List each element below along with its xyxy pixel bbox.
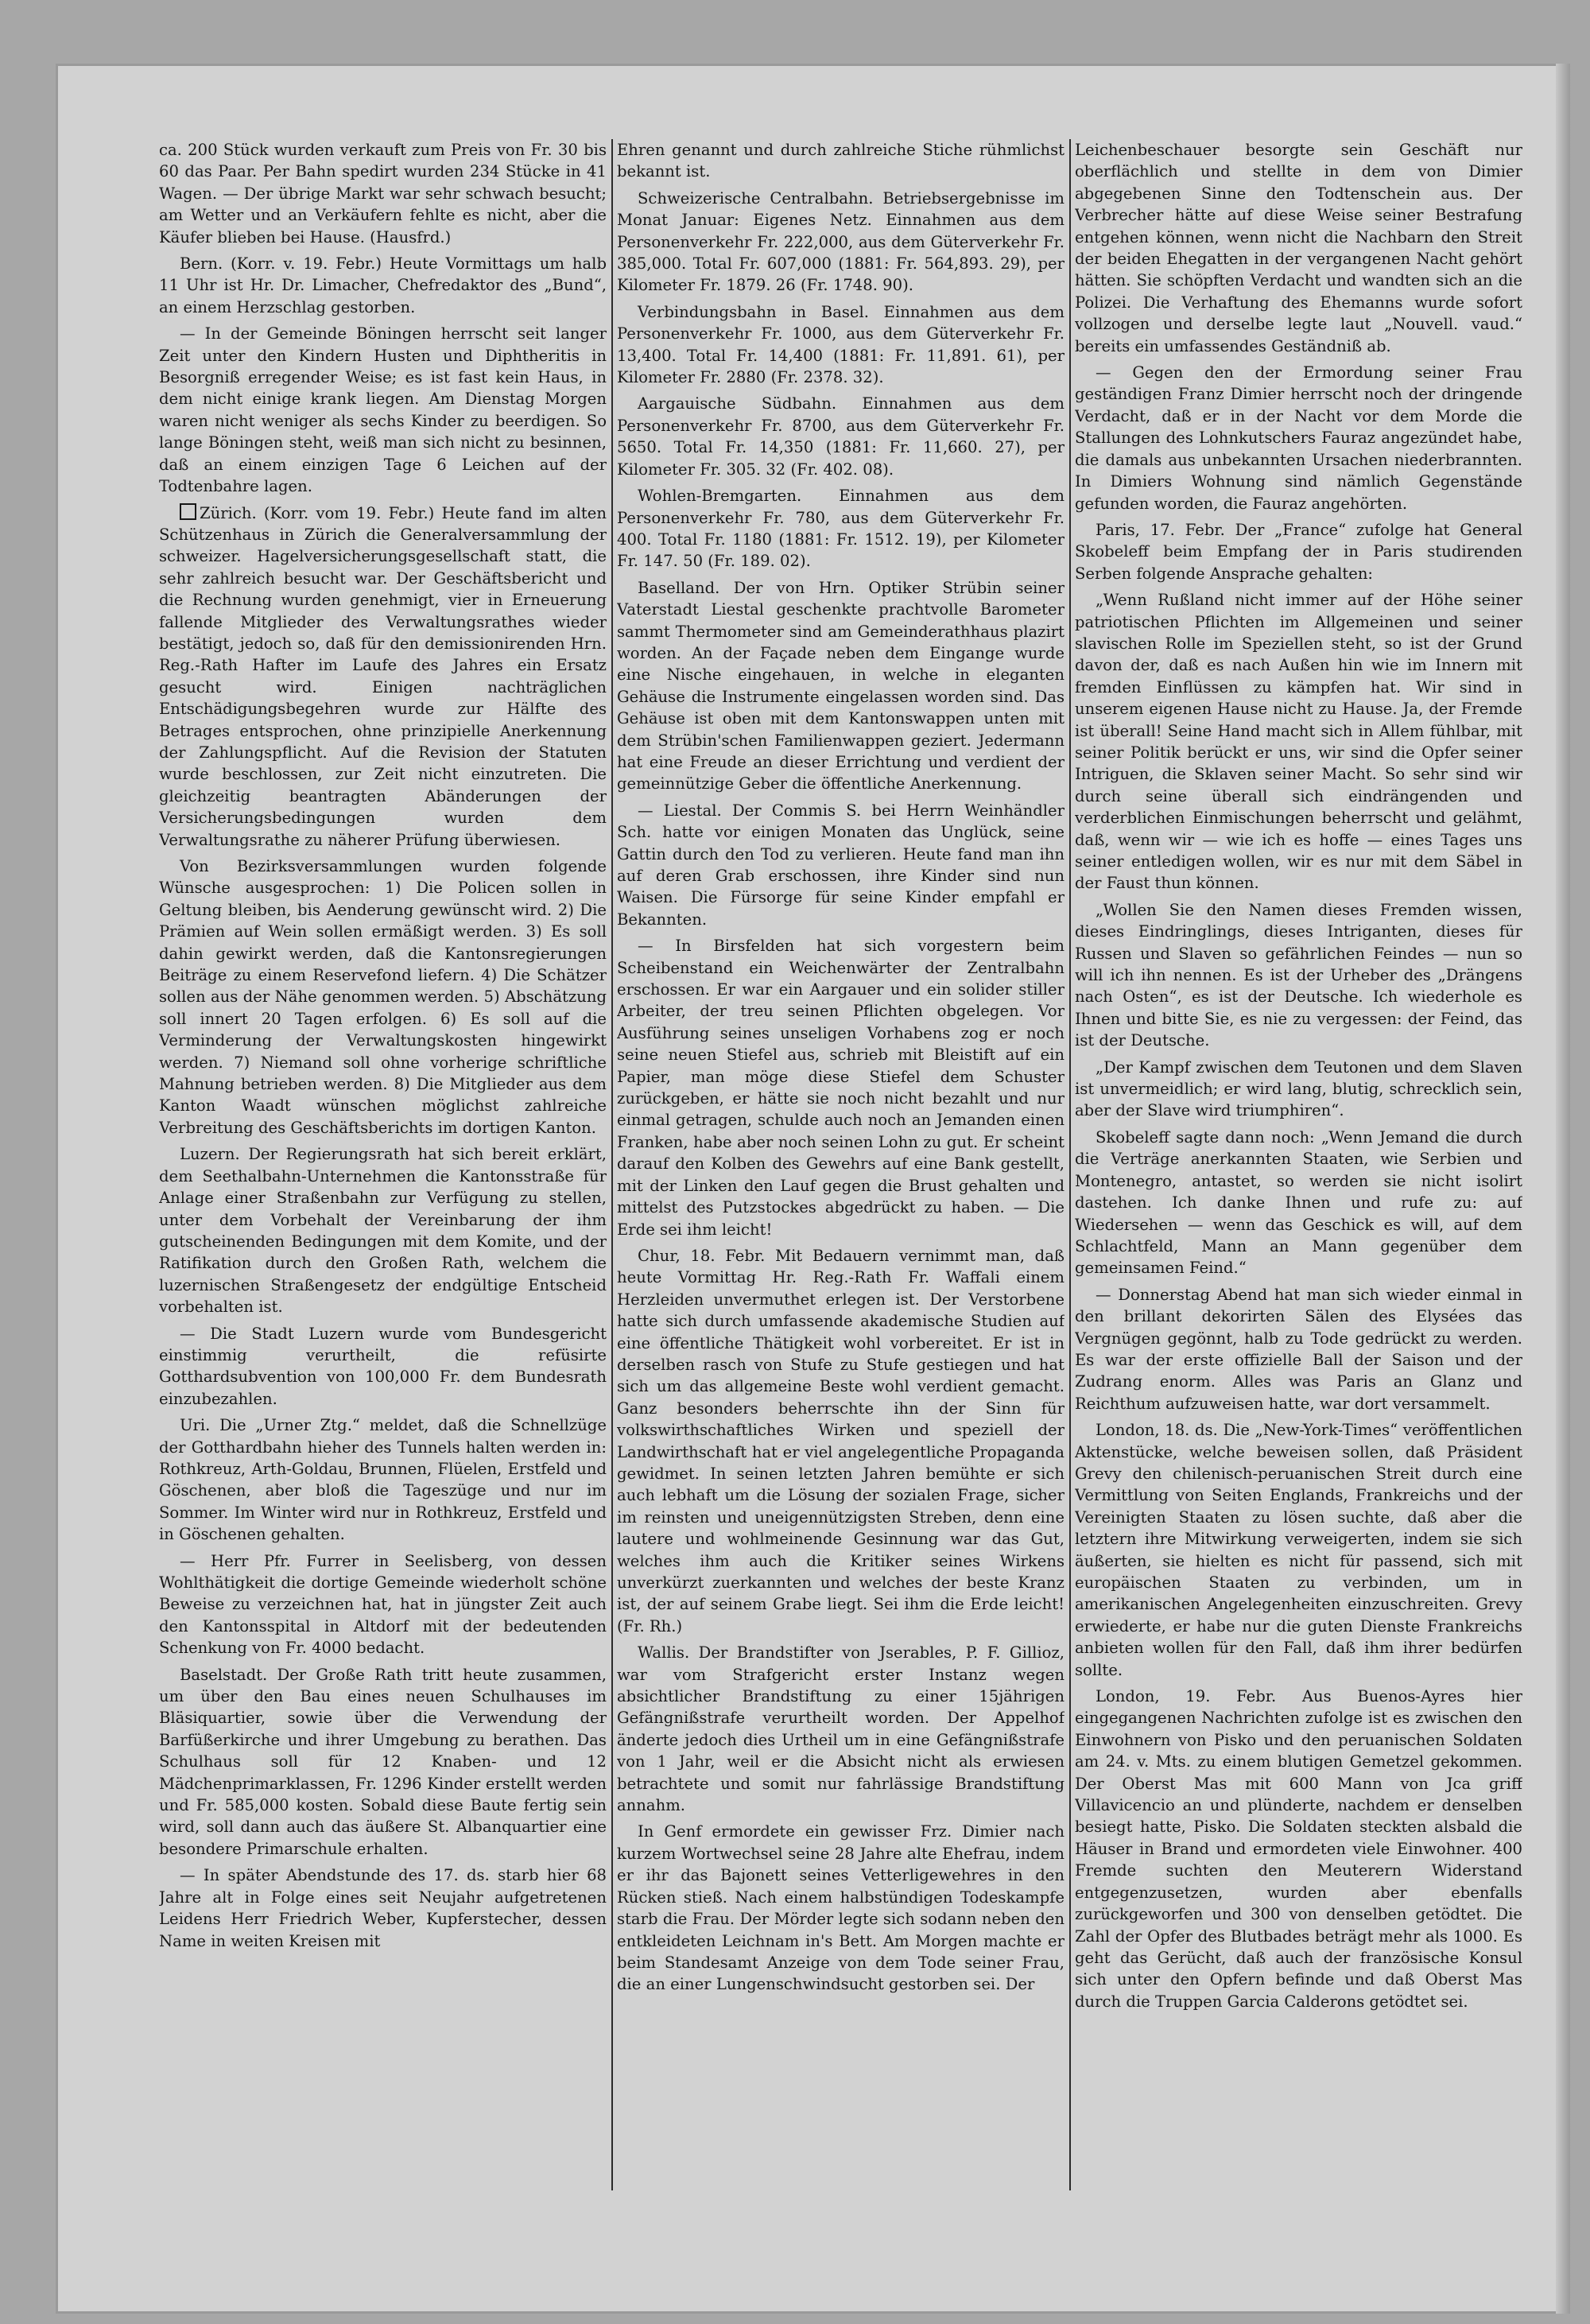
article-paragraph xyxy=(1075,139,1522,357)
paragraph-text: „Der Kampf zwischen dem Teutonen und dem Slaven ist unvermeidlich; er wird lang, blutig, schrecklich sein, aber der Slave wird triumphiren“. xyxy=(1075,1057,1522,1120)
paragraph-text: — Donnerstag Abend hat man sich wieder einmal in den brillant dekorirten Sälen des Elysées das Vergnügen gegönnt, halb zu Tode gedrückt zu werden. Es war der erste offizielle Ball der Saison und der Zudrang enorm. Alles was Paris an Glanz und Reichthum aufzuweisen hatte, war dort versammelt. xyxy=(1075,1285,1522,1413)
article-paragraph xyxy=(1075,1686,1522,2012)
paragraph-text: Uri. Die „Urner Ztg.“ meldet, daß die Schnellzüge der Gotthardbahn hieher des Tunnels halten werden in: Rothkreuz, Arth-Goldau, Brunnen, Flüelen, Erstfeld und Göschenen, aber bloß die Tageszüge und nur im Sommer. Im Winter wird nur in Rothkreuz, Erstfeld und in Göschenen gehalten. xyxy=(159,1416,607,1544)
article-paragraph xyxy=(1075,1419,1522,1681)
column-1 xyxy=(159,139,607,2190)
article-paragraph xyxy=(159,323,607,497)
paragraph-text: Ehren genannt und durch zahlreiche Stiche rühmlichst bekannt ist. xyxy=(617,141,1065,181)
paragraph-text: Chur, 18. Febr. Mit Bedauern vernimmt man, daß heute Vormittag Hr. Reg.-Rath Fr. Waffali einem Herzleiden unvermuthet erlegen ist. Der Verstorbene hatte sich durch umfassende akademische Studien auf eine öffentliche Thätigkeit wohl vorbereitet. Er ist in derselben rasch von Stufe zu Stufe gestiegen und hat sich um das allgemeine Beste wohl verdient gemacht. Ganz besonders beherrschte ihn der Sinn für volkswirthschaftliches Wirken und speziell der Landwirthschaft hat er viel angelegentliche Propaganda gewidmet. In seinen letzten Jahren bemühte er sich auch lebhaft um die Lösung der sozialen Frage, sicher im reinsten und uneigennützigsten Streben, denn eine lautere und wohlmeinende Gesinnung war das Gut, welches ihm auch die Kritiker seines Wirkens unverkürzt zuerkannten und welches der beste Kranz ist, der auf seinem Grabe liegt. Sei ihm die Erde leicht! (Fr. Rh.) xyxy=(617,1246,1065,1635)
article-paragraph xyxy=(617,1245,1065,1637)
paragraph-text: — In später Abendstunde des 17. ds. starb hier 68 Jahre alt in Folge eines seit Neujahr aufgetretenen Leidens Herr Friedrich Weber, Kupferstecher, dessen Name in weiten Kreisen mit xyxy=(159,1866,607,1950)
paragraph-text: — In der Gemeinde Böningen herrscht seit langer Zeit unter den Kindern Husten und Diphtheritis in Besorgniß erregender Weise; es ist fast kein Haus, in dem nicht einige krank liegen. Am Dienstag Morgen waren nicht weniger als sechs Kinder zu beerdigen. So lange Böningen steht, weiß man sich nicht zu besinnen, daß an einem einzigen Tage 6 Leichen auf der Todtenbahre lagen. xyxy=(159,324,607,496)
column-2 xyxy=(617,139,1065,2190)
paragraph-text: Aargauische Südbahn. Einnahmen aus dem Personenverkehr Fr. 8700, aus dem Güterverkehr Fr. 5650. Total Fr. 14,350 (1881: Fr. 11,660. 27), per Kilometer Fr. 305. 32 (Fr. 402. 08). xyxy=(617,394,1065,479)
column-3 xyxy=(1075,139,1522,2190)
article-paragraph xyxy=(1075,362,1522,514)
article-paragraph xyxy=(617,301,1065,389)
paragraph-text: Baselstadt. Der Große Rath tritt heute zusammen, um über den Bau eines neuen Schulhauses im Bläsiquartier, sowie über die Verwendung der Barfüßerkirche und ihrer Umgebung zu berathen. Das Schulhaus soll für 12 Knaben- und 12 Mädchenprimarklassen, Fr. 1296 Kinder erstellt werden und Fr. 585,000 kosten. Sobald diese Baute fertig sein wird, soll dann auch das äußere St. Albanquartier eine besondere Primarschule erhalten. xyxy=(159,1665,607,1858)
paragraph-text: Paris, 17. Febr. Der „France“ zufolge hat General Skobeleff beim Empfang der in Paris studirenden Serben folgende Ansprache gehalten: xyxy=(1075,520,1522,583)
paragraph-text: Wohlen-Bremgarten. Einnahmen aus dem Personenverkehr Fr. 780, aus dem Güterverkehr Fr. 400. Total Fr. 1180 (1881: Fr. 1512. 19), per Kilometer Fr. 147. 50 (Fr. 189. 02). xyxy=(617,487,1065,571)
paragraph-text: Luzern. Der Regierungsrath hat sich bereit erklärt, dem Seethalbahn-Unternehmen die Kantonsstraße für Anlage einer Straßenbahn zur Verfügung zu stellen, unter dem Vorbehalt der Vereinbarung der ihm gutscheinenden Bedingungen mit dem Komite, und der Ratifikation durch den Großen Rath, welchem die luzernischen Straßengesetz der endgültige Entscheid vorbehalten ist. xyxy=(159,1145,607,1317)
paragraph-text: — Herr Pfr. Furrer in Seelisberg, von dessen Wohlthätigkeit die dortige Gemeinde wiederholt schöne Beweise zu verzeichnen hat, hat in jüngster Zeit auch den Kantonsspital in Altdorf mit der bedeutenden Schenkung von Fr. 4000 bedacht. xyxy=(159,1551,607,1658)
paragraph-text: ca. 200 Stück wurden verkauft zum Preis von Fr. 30 bis 60 das Paar. Per Bahn spedirt wurden 234 Stücke in 41 Wagen. — Der übrige Markt war sehr schwach besucht; am Wetter und an Verkäufern fehlte es nicht, aber die Käufer blieben bei Hause. (Hausfrd.) xyxy=(159,141,607,246)
article-paragraph xyxy=(159,139,607,248)
article-paragraph xyxy=(1075,589,1522,894)
article-paragraph xyxy=(159,1664,607,1860)
paragraph-text: Leichenbeschauer besorgte sein Geschäft nur oberflächlich und stellte in dem von Dimier abgegebenen Sinne den Todtenschein aus. Der Verbrecher hätte auf diese Weise seiner Bestrafung entgehen können, wenn nicht die Nachbarn den Streit der beiden Ehegatten in der vergangenen Nacht gehört hätten. Sie schöpften Verdacht und wandten sich an die Polizei. Die Verhaftung des Ehemanns wurde sofort vollzogen und derselbe legte laut „Nouvell. vaud.“ bereits ein umfassendes Geständniß ab. xyxy=(1075,141,1522,355)
column-rule-1 xyxy=(611,139,613,2190)
article-paragraph xyxy=(617,800,1065,930)
article-paragraph xyxy=(617,1821,1065,1995)
article-paragraph xyxy=(159,1323,607,1410)
article-paragraph xyxy=(159,502,607,852)
paragraph-text: Zürich. (Korr. vom 19. Febr.) Heute fand im alten Schützenhaus in Zürich die Generalversammlung der schweizer. Hagelversicherungsgesellschaft statt, die sehr zahlreich besucht war. Der Geschäftsbericht und die Rechnung wurden genehmigt, vier in Erneuerung fallende Mitglieder des Verwaltungsrathes wieder bestätigt, jedoch so, daß für den demissionirenden Hrn. Reg.-Rath Hafter im Laufe des Jahres ein Ersatz gesucht wird. Einigen nachträglichen Entschädigungsbegehren wurde zur Hälfte des Betrages entsprochen, ohne prinzipielle Anerkennung der Zahlungspflicht. Auf die Revision der Statuten wurde beschlossen, zur Zeit nicht einzutreten. Die gleichzeitig beantragten Abänderungen der Versicherungsbedingungen wurden dem Verwaltungsrathe zu näherer Prüfung überwiesen. xyxy=(159,503,607,849)
paragraph-text: „Wollen Sie den Namen dieses Fremden wissen, dieses Eindringlings, dieses Intriganten, dieses für Russen und Slaven so gefährlichen Feindes — nun so will ich ihn nennen. Es ist der Urheber des „Drängens nach Osten“, es ist der Deutsche. Ich wiederhole es Ihnen und bitte Sie, es nie zu vergessen: der Feind, das ist der Deutsche. xyxy=(1075,900,1522,1050)
paragraph-text: — Die Stadt Luzern wurde vom Bundesgericht einstimmig verurtheilt, die refüsirte Gotthardsubvention von 100,000 Fr. dem Bundesrath einzubezahlen. xyxy=(159,1324,607,1408)
article-paragraph xyxy=(159,855,607,1139)
article-paragraph xyxy=(617,393,1065,480)
paragraph-text: — Gegen den der Ermordung seiner Frau geständigen Franz Dimier herrscht noch der dringende Verdacht, daß er in der Nacht vor dem Morde die Stallungen des Lohnkutschers Fauraz angezündet habe, die damals aus unbekannten Ursachen niederbrannten. In Dimiers Wohnung sind nämlich Gegenstände gefunden worden, die Fauraz angehörten. xyxy=(1075,363,1522,513)
paragraph-text: In Genf ermordete ein gewisser Frz. Dimier nach kurzem Wortwechsel seine 28 Jahre alte Ehefrau, indem er ihr das Bajonett seines Vetterligewehres in den Rücken stieß. Nach einem halbstündigen Todeskampfe starb die Frau. Der Mörder legte sich sodann neben den entkleideten Leichnam in's Bett. Am Morgen machte er beim Standesamt Anzeige von dem Tode seiner Frau, die an einer Lungenschwindsucht gestorben sei. Der xyxy=(617,1822,1065,1994)
square-marker-icon xyxy=(180,503,196,520)
article-paragraph xyxy=(159,1550,607,1659)
article-paragraph xyxy=(159,253,607,318)
article-paragraph xyxy=(1075,519,1522,584)
article-paragraph xyxy=(159,1414,607,1545)
paragraph-text: Von Bezirksversammlungen wurden folgende Wünsche ausgesprochen: 1) Die Policen sollen in Geltung bleiben, bis Aenderung gewünscht wird. 2) Die Prämien auf Wein sollen ermäßigt werden. 3) Es soll dahin gewirkt werden, daß die Kantonsregierungen Beiträge zu einem Reservefond liefern. 4) Die Schätzer sollen aus der Nähe genommen werden. 5) Abschätzung soll innert 20 Tagen erfolgen. 6) Es soll auf die Verminderung der Verwaltungskosten hingewirkt werden. 7) Niemand soll ohne vorherige schriftliche Mahnung betrieben werden. 8) Die Mitglieder aus dem Kanton Waadt wünschen möglichst zahlreiche Verbreitung des Geschäftsberichts im dortigen Kanton. xyxy=(159,857,607,1137)
paragraph-text: London, 19. Febr. Aus Buenos-Ayres hier eingegangenen Nachrichten zufolge ist es zwischen den Einwohnern von Pisko und den peruanischen Soldaten am 24. v. Mts. zu einem blutigen Gemetzel gekommen. Der Oberst Mas mit 600 Mann von Jca griff Villavicencio an und plünderte, nachdem er denselben besiegt hatte, Pisko. Die Soldaten steckten alsbald die Häuser in Brand und ermordeten viele Einwohner. 400 Fremde suchten den Meuterern Widerstand entgegenzusetzen, wurden aber ebenfalls zurückgeworfen und 300 von denselben getödtet. Die Zahl der Opfer des Blutbades beträgt mehr als 1000. Es geht das Gerücht, daß auch der französische Konsul sich unter den Opfern befinde und daß Oberst Mas durch die Truppen Garcia Calderons getödtet sei. xyxy=(1075,1687,1522,2011)
article-paragraph xyxy=(617,1642,1065,1816)
paragraph-text: Verbindungsbahn in Basel. Einnahmen aus dem Personenverkehr Fr. 1000, aus dem Güterverkehr Fr. 13,400. Total Fr. 14,400 (1881: Fr. 11,891. 61), per Kilometer Fr. 2880 (Fr. 2378. 32). xyxy=(617,302,1065,387)
article-paragraph xyxy=(1075,1057,1522,1122)
article-paragraph xyxy=(617,577,1065,795)
newspaper-page xyxy=(56,64,1570,2314)
article-paragraph xyxy=(617,935,1065,1240)
paragraph-text: — Liestal. Der Commis S. bei Herrn Weinhändler Sch. hatte vor einigen Monaten das Unglück, seine Gattin durch den Tod zu verlieren. Heute fand man ihn auf deren Grab erschossen, ihre Kinder sind nun Waisen. Die Fürsorge für seine Kinder empfahl er Bekannten. xyxy=(617,801,1065,929)
article-paragraph xyxy=(617,485,1065,572)
article-paragraph xyxy=(159,1143,607,1317)
article-paragraph xyxy=(1075,1284,1522,1414)
paragraph-text: „Wenn Rußland nicht immer auf der Höhe seiner patriotischen Pflichten im Allgemeinen und seiner slavischen Rolle im Speziellen steht, so ist der Grund davon der, daß es nach Außen hin wie im Innern mit fremden Einflüssen zu kämpfen hat. Wir sind in unserem eigenen Hause nicht zu Hause. Ja, der Fremde ist überall! Seine Hand macht sich in Allem fühlbar, mit seiner Politik berückt er uns, wir sind die Opfer seiner Intriguen, die Sklaven seiner Macht. So sehr sind wir durch seine überall sich eindrängenden und verderblichen Einmischungen beherrscht und gelähmt, daß, wenn wir — wie ich es hoffe — eines Tages uns seiner entledigen wollen, wir es nur mit dem Säbel in der Faust thun können. xyxy=(1075,591,1522,893)
paragraph-text: Bern. (Korr. v. 19. Febr.) Heute Vormittags um halb 11 Uhr ist Hr. Dr. Limacher, Chefredaktor des „Bund“, an einem Herzschlag gestorben. xyxy=(159,254,607,316)
paragraph-text: Skobeleff sagte dann noch: „Wenn Jemand die durch die Verträge anerkannten Staaten, wie Serbien und Montenegro, antastet, so werden sie nicht isolirt dastehen. Ich danke Ihnen und rufe zu: auf Wiedersehen — wenn das Geschick es will, auf dem Schlachtfeld, Mann an Mann gegenüber dem gemeinsamen Feind.“ xyxy=(1075,1127,1522,1278)
paragraph-text: Schweizerische Centralbahn. Betriebsergebnisse im Monat Januar: Eigenes Netz. Einnahmen aus dem Personenverkehr Fr. 222,000, aus dem Güterverkehr Fr. 385,000. Total Fr. 607,000 (1881: Fr. 564,893. 29), per Kilometer Fr. 1879. 26 (Fr. 1748. 90). xyxy=(617,188,1065,295)
article-paragraph xyxy=(159,1864,607,1952)
paragraph-text: London, 18. ds. Die „New-York-Times“ veröffentlichen Aktenstücke, welche beweisen sollen, daß Präsident Grevy den chilenisch-peruanischen Streit durch eine Vermittlung von Seiten Englands, Frankreichs und der Vereinigten Staaten zu lösen suchte, daß aber die letztern ihre Mitwirkung verweigerten, indem sie sich äußerten, sie hielten es nicht für passend, sich mit europäischen Staaten zu verbinden, um in amerikanischen Angelegenheiten einzuschreiten. Grevy erwiederte, er habe nur die guten Dienste Frankreichs anbieten wollen für den Fall, daß ihm ihrer bedürfen sollte. xyxy=(1075,1421,1522,1679)
column-rule-2 xyxy=(1069,139,1071,2190)
paragraph-text: — In Birsfelden hat sich vorgestern beim Scheibenstand ein Weichenwärter der Zentralbahn erschossen. Er war ein Aargauer und ein solider stiller Arbeiter, der treu seinen Pflichten obgelegen. Vor Ausführung seines unseligen Vorhabens zog er noch seine neuen Stiefel aus, schrieb mit Bleistift auf ein Papier, man möge diese Stiefel dem Schuster zurückgeben, er hätte sie noch nicht bezahlt und nur einmal getragen, schulde auch noch an Jemanden einen Franken, habe aber noch seinen Lohn zu gut. Er scheint darauf den Kolben des Gewehrs auf eine Bank gestellt, mit der Linken den Lauf gegen die Brust gehalten und mittelst des Putzstockes abgedrückt zu haben. — Die Erde sei ihm leicht! xyxy=(617,937,1065,1239)
article-paragraph xyxy=(1075,1127,1522,1279)
paragraph-text: Wallis. Der Brandstifter von Jserables, P. F. Gillioz, war vom Strafgericht erster Instanz wegen absichtlicher Brandstiftung zu einer 15jährigen Gefängnißstrafe verurtheilt worden. Der Appelhof änderte jedoch dies Urtheil um in eine Gefängnißstrafe von 1 Jahr, weil er die Absicht nicht als erwiesen betrachtete und somit nur fahrlässige Brandstiftung annahm. xyxy=(617,1643,1065,1815)
article-paragraph xyxy=(617,139,1065,183)
page-edge-shadow xyxy=(1556,64,1570,2314)
article-paragraph xyxy=(1075,899,1522,1052)
article-paragraph xyxy=(617,188,1065,297)
paragraph-text: Baselland. Der von Hrn. Optiker Strübin seiner Vaterstadt Liestal geschenkte prachtvolle Barometer sammt Thermometer sind am Gemeinderathhaus plazirt worden. An der Façade neben dem Eingange wurde eine Nische eingehauen, in welche in eleganten Gehäuse die Instrumente eingelassen worden sind. Das Gehäuse ist oben mit dem Kantonswappen unten mit dem Strübin'schen Familienwappen geziert. Jedermann hat eine Freude an dieser Errichtung und verdient der gemeinnützige Geber die öffentliche Anerkennung. xyxy=(617,578,1065,793)
